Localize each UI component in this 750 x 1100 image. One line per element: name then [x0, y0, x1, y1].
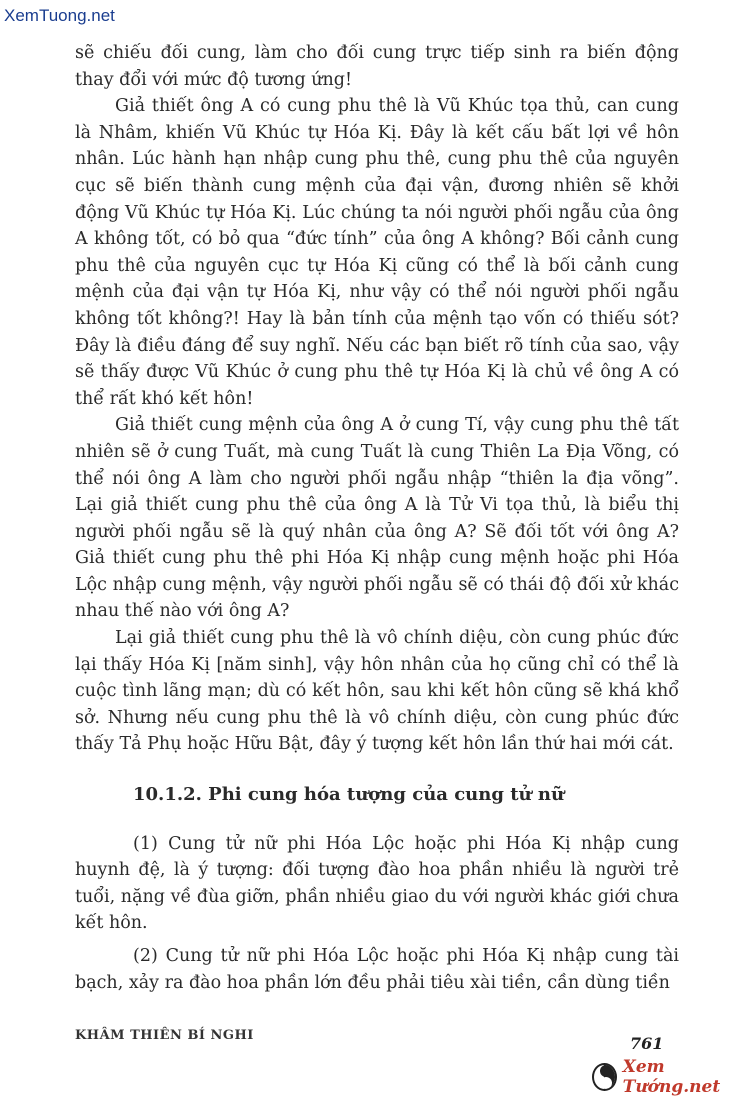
site-logo[interactable]: [592, 1057, 748, 1097]
section-heading: 10.1.2. Phi cung hóa tượng của cung tử nữ: [133, 784, 565, 806]
page-body: [75, 40, 679, 996]
logo-text: Xem Tướng.net: [622, 1057, 721, 1097]
paragraph-1: sẽ chiếu đối cung, làm cho đối cung trực tiếp sinh ra biến động thay đổi với mức độ tương ứng!: [75, 43, 679, 90]
yin-yang-icon: [592, 1063, 617, 1091]
paragraph-3: Giả thiết cung mệnh của ông A ở cung Tí, vậy cung phu thê tất nhiên sẽ ở cung Tuất, mà cung Tuất là cung Thiên La Địa Võng, có thể nói ông A làm cho người phối ngẫu nhập “thiên la địa võng”. Lại giả thiết cung phu thê của ông A là Tử Vi tọa thủ, là biểu thị người phối ngẫu sẽ là quý nhân của ông A? Sẽ đối tốt với ông A? Giả thiết cung phu thê phi Hóa Kị nhập cung mệnh hoặc phi Hóa Lộc nhập cung mệnh, vậy người phối ngẫu sẽ có thái độ đối xử khác nhau thế nào với ông A?: [75, 415, 679, 622]
list-item-1: (1) Cung tử nữ phi Hóa Lộc hoặc phi Hóa Kị nhập cung huynh đệ, là ý tượng: đối tượng đào hoa phần nhiều là người trẻ tuổi, nặng về đùa giỡn, phần nhiều giao du với người khác giới chưa kết hôn.: [75, 833, 679, 934]
watermark-logo-top[interactable]: XemTuong.net: [4, 6, 115, 25]
page-number: 761: [630, 1034, 664, 1053]
book-title: KHÂM THIÊN BÍ NGHI: [75, 1028, 254, 1043]
list-item-2: (2) Cung tử nữ phi Hóa Lộc hoặc phi Hóa Kị nhập cung tài bạch, xảy ra đào hoa phần lớn đều phải tiêu xài tiền, cần dùng tiền: [75, 946, 679, 993]
paragraph-4: Lại giả thiết cung phu thê là vô chính diệu, còn cung phúc đức lại thấy Hóa Kị [năm sinh], vậy hôn nhân của họ cũng chỉ có thể là cuộc tình lãng mạn; dù có kết hôn, sau khi kết hôn cũng sẽ khá khổ sở. Nhưng nếu cung phu thê là vô chính diệu, còn cung phúc đức thấy Tả Phụ hoặc Hữu Bật, đây ý tượng kết hôn lần thứ hai mới cát.: [75, 628, 679, 755]
paragraph-2: Giả thiết ông A có cung phu thê là Vũ Khúc tọa thủ, can cung là Nhâm, khiến Vũ Khúc tự Hóa Kị. Đây là kết cấu bất lợi về hôn nhân. Lúc hành hạn nhập cung phu thê, cung phu thê của nguyên cục sẽ biến thành cung mệnh của đại vận, đương nhiên sẽ khởi động Vũ Khúc tự Hóa Kị. Lúc chúng ta nói người phối ngẫu của ông A không tốt, có bỏ qua “đức tính” của ông A không? Bối cảnh cung phu thê của nguyên cục tự Hóa Kị cũng có thể là bối cảnh cung mệnh của đại vận tự Hóa Kị, như vậy có thể nói người phối ngẫu không tốt không?! Hay là bản tính của mệnh tạo vốn có thiếu sót? Đây là điều đáng để suy nghĩ. Nếu các bạn biết rõ tính của sao, vậy sẽ thấy được Vũ Khúc ở cung phu thê tự Hóa Kị là chủ về ông A có thể rất khó kết hôn!: [75, 96, 679, 409]
